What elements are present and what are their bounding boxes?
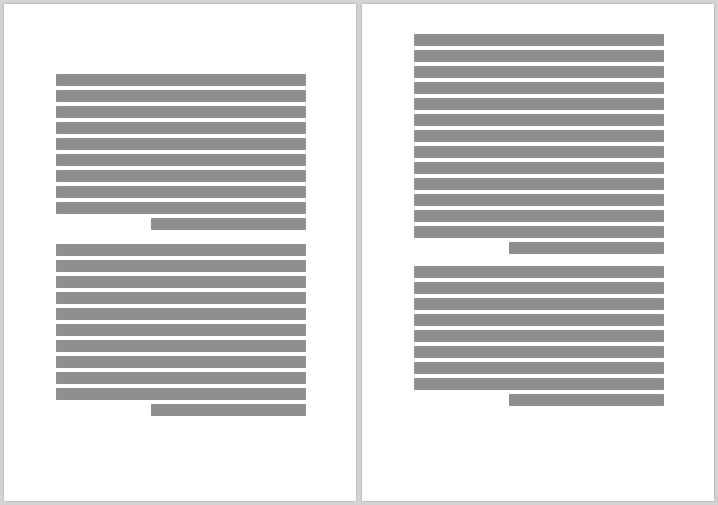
right-page [362, 4, 714, 501]
text-body [414, 34, 664, 258]
text-body [414, 266, 664, 410]
left-page [4, 4, 356, 501]
text-body [56, 74, 306, 234]
text-body [56, 244, 306, 420]
